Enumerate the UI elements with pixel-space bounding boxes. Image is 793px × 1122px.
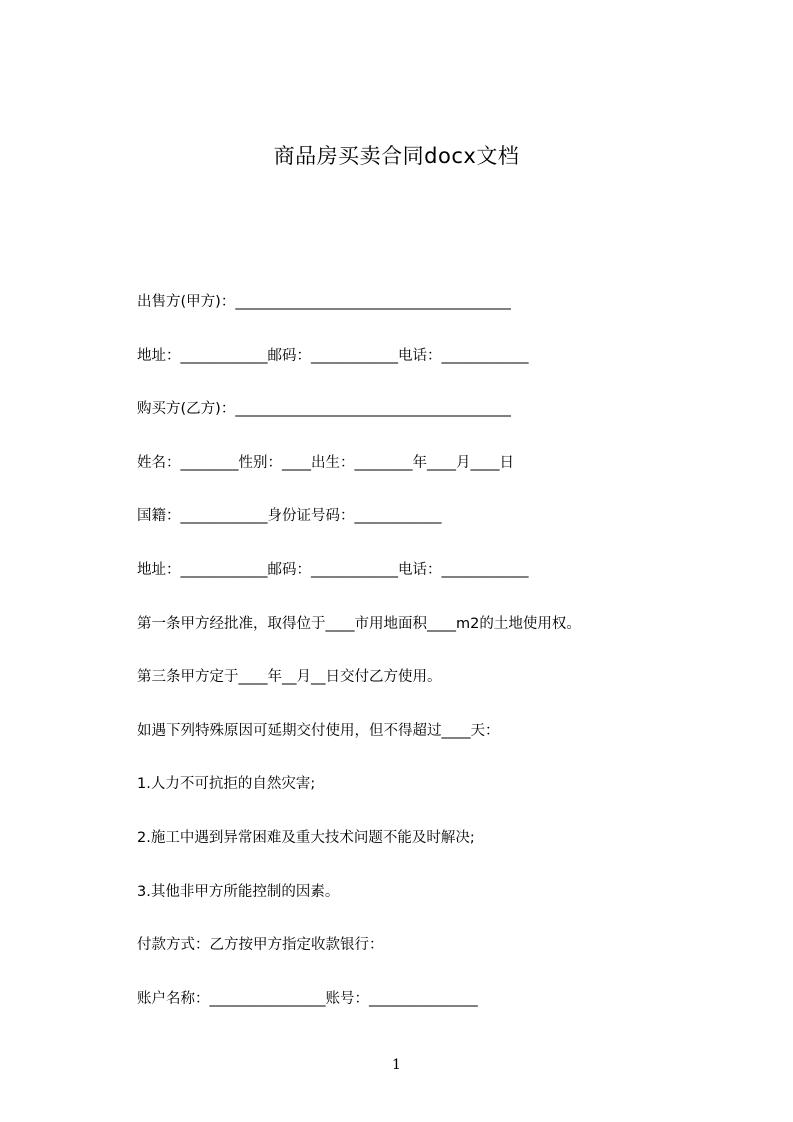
document-title: 商品房买卖合同docx文档 xyxy=(273,144,520,168)
article-three-line: 第三条甲方定于____年__月__日交付乙方使用。 xyxy=(137,669,442,686)
list-item: 3.其他非甲方所能控制的因素。 xyxy=(137,883,340,900)
delay-condition-line: 如遇下列特殊原因可延期交付使用，但不得超过____天： xyxy=(137,722,500,739)
seller-line: 出售方(甲方)：______________________________________ xyxy=(137,294,511,310)
seller-address-line: 地址：____________邮码：____________电话：____________ xyxy=(137,347,529,364)
buyer-line: 购买方(乙方)：______________________________________ xyxy=(137,401,511,418)
account-line: 账户名称：________________账号：_______________ xyxy=(137,990,478,1007)
nationality-line: 国籍：____________身份证号码：____________ xyxy=(137,508,442,525)
payment-method-line: 付款方式：乙方按甲方指定收款银行： xyxy=(137,937,384,954)
list-item: 2.施工中遇到异常困难及重大技术问题不能及时解决; xyxy=(137,829,475,846)
buyer-name-line: 姓名：________性别：____出生：________年____月____日 xyxy=(137,454,514,471)
document-body xyxy=(137,289,697,1039)
article-one-line: 第一条甲方经批准，取得位于____市用地面积____m2的土地使用权。 xyxy=(137,615,581,632)
list-item: 1.人力不可抗拒的自然灾害; xyxy=(137,776,316,793)
buyer-address-line: 地址：____________邮码：____________电话：____________ xyxy=(137,561,529,578)
page-number: 1 xyxy=(392,1057,401,1073)
